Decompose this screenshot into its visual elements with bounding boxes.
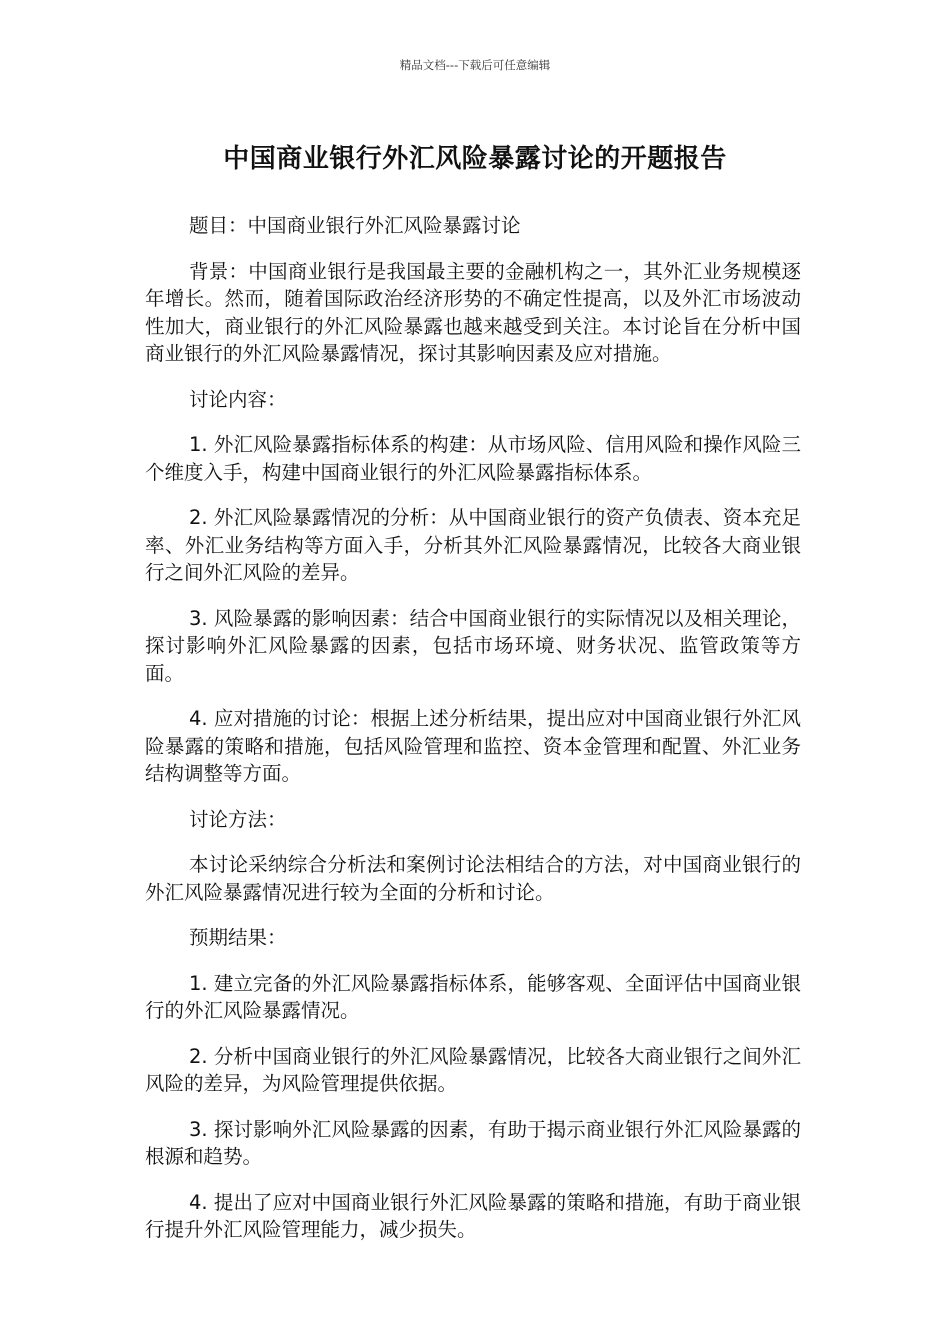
paragraph-result-3: 3. 探讨影响外汇风险暴露的因素，有助于揭示商业银行外汇风险暴露的根源和趋势。: [145, 1117, 801, 1168]
document-title: 中国商业银行外汇风险暴露讨论的开题报告: [223, 144, 727, 174]
paragraph-result-2: 2. 分析中国商业银行的外汇风险暴露情况，比较各大商业银行之间外汇风险的差异，为风险管理提供依据。: [145, 1044, 801, 1095]
heading-content: 讨论内容：: [189, 387, 287, 411]
paragraph-topic: 题目：中国商业银行外汇风险暴露讨论: [189, 214, 521, 237]
page-header: 精品文档---下载后可任意编辑: [399, 58, 551, 72]
document-body: [145, 212, 801, 1262]
paragraph-content-1: 1. 外汇风险暴露指标体系的构建：从市场风险、信用风险和操作风险三个维度入手，构建中国商业银行的外汇风险暴露指标体系。: [145, 433, 801, 484]
heading-results: 预期结果：: [189, 926, 287, 949]
paragraph-content-3: 3. 风险暴露的影响因素：结合中国商业银行的实际情况以及相关理论，探讨影响外汇风险暴露的因素，包括市场环境、财务状况、监管政策等方面。: [145, 606, 801, 685]
paragraph-result-4: 4. 提出了应对中国商业银行外汇风险暴露的策略和措施，有助于商业银行提升外汇风险管理能力，减少损失。: [145, 1190, 801, 1241]
paragraph-background: 背景：中国商业银行是我国最主要的金融机构之一，其外汇业务规模逐年增长。然而，随着国际政治经济形势的不确定性提高，以及外汇市场波动性加大，商业银行的外汇风险暴露也越来越受到关注。本讨论旨在分析中国商业银行的外汇风险暴露情况，探讨其影响因素及应对措施。: [145, 259, 801, 365]
paragraph-content-4: 4. 应对措施的讨论：根据上述分析结果，提出应对中国商业银行外汇风险暴露的策略和措施，包括风险管理和监控、资本金管理和配置、外汇业务结构调整等方面。: [145, 707, 801, 785]
paragraph-result-1: 1. 建立完备的外汇风险暴露指标体系，能够客观、全面评估中国商业银行的外汇风险暴露情况。: [145, 971, 801, 1022]
heading-method: 讨论方法：: [189, 807, 287, 831]
paragraph-content-2: 2. 外汇风险暴露情况的分析：从中国商业银行的资产负债表、资本充足率、外汇业务结构等方面入手，分析其外汇风险暴露情况，比较各大商业银行之间外汇风险的差异。: [145, 506, 801, 584]
paragraph-method: 本讨论采纳综合分析法和案例讨论法相结合的方法，对中国商业银行的外汇风险暴露情况进行较为全面的分析和讨论。: [145, 853, 801, 904]
